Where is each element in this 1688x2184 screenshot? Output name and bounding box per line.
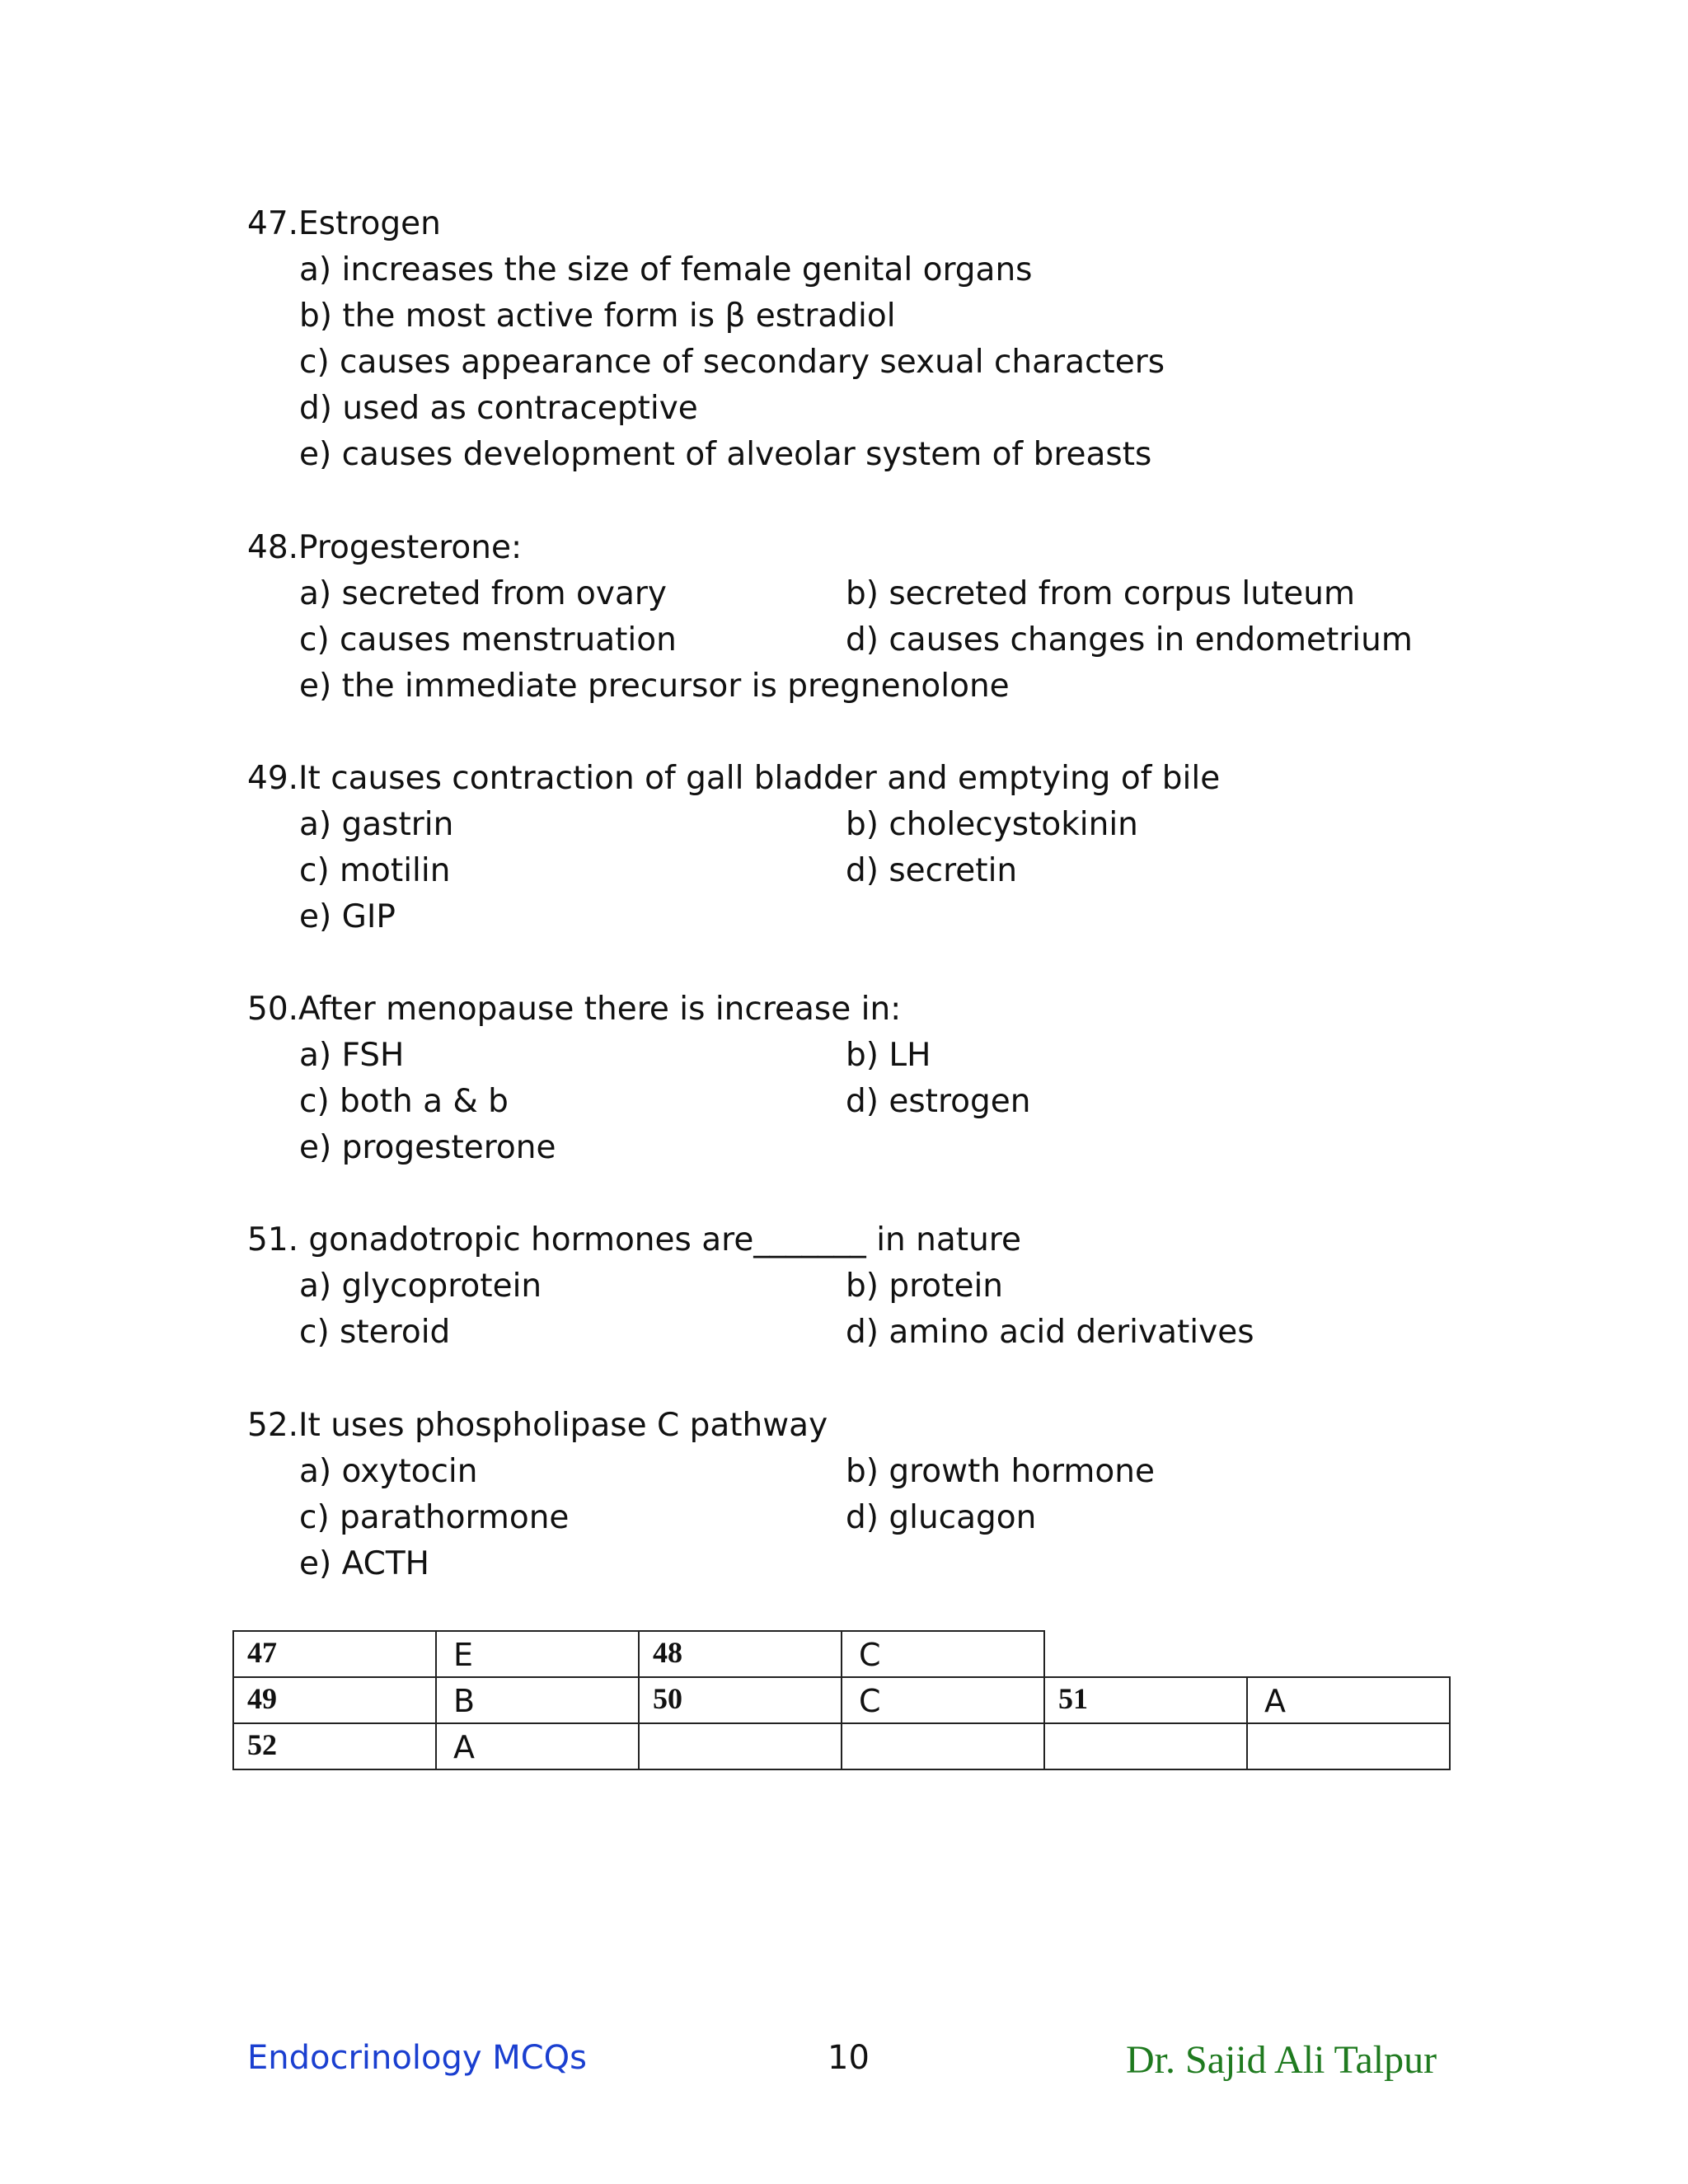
answer-key-answer: A (435, 1722, 640, 1770)
answer-key-answer: A (1246, 1676, 1451, 1724)
question-stem: 49.It causes contraction of gall bladder and emptying of bile (247, 760, 1221, 797)
option-b: b) LH (846, 1037, 931, 1074)
option-e: e) causes development of alveolar system of breasts (299, 436, 1152, 473)
footer-author: Dr. Sajid Ali Talpur (1126, 2038, 1437, 2082)
option-c: c) both a & b (299, 1083, 509, 1120)
answer-key-question-number: 51 (1043, 1676, 1248, 1724)
answer-key-empty-cell (841, 1722, 1045, 1770)
question-52 (247, 1403, 1484, 1592)
footer-book-title: Endocrinology MCQs (247, 2039, 587, 2077)
answer-key-table (232, 1630, 1456, 1774)
answer-key-empty-cell (638, 1722, 842, 1770)
answer-key-question-number: 52 (232, 1722, 437, 1770)
option-c: c) motilin (299, 852, 451, 889)
answer-key-question-number: 49 (232, 1676, 437, 1724)
answer-key-empty-cell (1043, 1722, 1248, 1770)
question-50 (247, 987, 1484, 1176)
question-48 (247, 525, 1484, 715)
option-d: d) estrogen (846, 1083, 1031, 1120)
option-d: d) amino acid derivatives (846, 1314, 1254, 1351)
footer-page-number: 10 (828, 2039, 870, 2077)
option-d: d) causes changes in endometrium (846, 621, 1413, 658)
option-c: c) parathormone (299, 1499, 570, 1536)
question-49 (247, 756, 1484, 945)
question-51 (247, 1217, 1484, 1357)
question-stem: 48.Progesterone: (247, 529, 523, 566)
option-a: a) increases the size of female genital organs (299, 251, 1033, 288)
option-b: b) secreted from corpus luteum (846, 575, 1355, 612)
answer-key-answer: B (435, 1676, 640, 1724)
option-e: e) progesterone (299, 1129, 556, 1166)
option-e: e) the immediate precursor is pregnenolone (299, 668, 1010, 705)
option-d: d) used as contraceptive (299, 390, 698, 427)
option-a: a) oxytocin (299, 1453, 478, 1490)
answer-key-empty-cell (1246, 1722, 1451, 1770)
option-a: a) glycoprotein (299, 1268, 542, 1305)
option-b: b) the most active form is β estradiol (299, 298, 896, 335)
question-stem: 52.It uses phospholipase C pathway (247, 1407, 828, 1444)
option-a: a) secreted from ovary (299, 575, 667, 612)
option-e: e) ACTH (299, 1545, 429, 1582)
option-c: c) causes menstruation (299, 621, 677, 658)
question-stem: 47.Estrogen (247, 205, 441, 242)
question-stem: 51. gonadotropic hormones are_______ in nature (247, 1221, 1021, 1258)
option-b: b) cholecystokinin (846, 806, 1138, 843)
answer-key-question-number: 50 (638, 1676, 842, 1724)
answer-key-question-number: 48 (638, 1630, 842, 1678)
option-d: d) secretin (846, 852, 1018, 889)
option-e: e) GIP (299, 898, 396, 935)
answer-key-question-number: 47 (232, 1630, 437, 1678)
answer-key-answer: C (841, 1676, 1045, 1724)
option-a: a) gastrin (299, 806, 454, 843)
answer-key-answer: C (841, 1630, 1045, 1678)
answer-key-answer: E (435, 1630, 640, 1678)
option-b: b) protein (846, 1268, 1004, 1305)
option-a: a) FSH (299, 1037, 405, 1074)
question-stem: 50.After menopause there is increase in: (247, 991, 902, 1028)
option-d: d) glucagon (846, 1499, 1037, 1536)
question-47 (247, 201, 1484, 481)
option-b: b) growth hormone (846, 1453, 1155, 1490)
option-c: c) causes appearance of secondary sexual characters (299, 344, 1165, 381)
option-c: c) steroid (299, 1314, 451, 1351)
